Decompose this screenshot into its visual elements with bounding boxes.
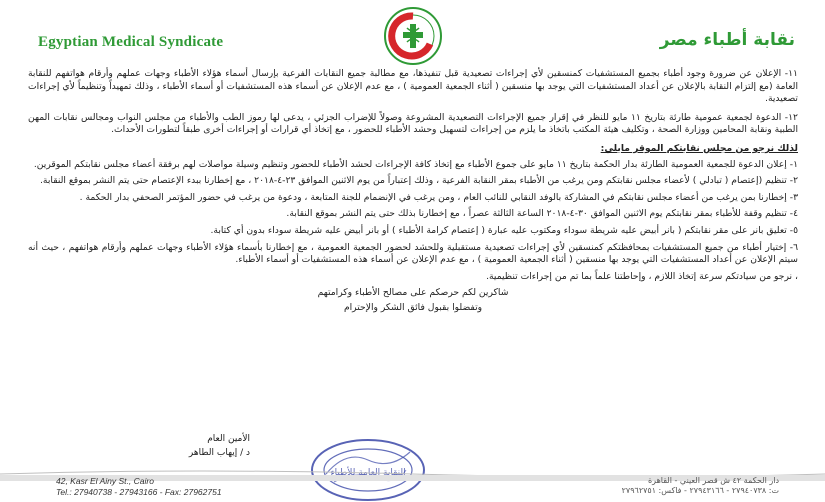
paragraph-11: ١١- الإعلان عن ضرورة وجود أطباء بجميع المستشفيات كمنسقين لأي إجراءات تصعيدية قبل تنفيذها، مع مطالبة جميع النقابات الفرعية بإرسال أسماء هؤلاء الأطباء وجهات عملهم وأرقام هواتفهم للنقابة العامة (مع إلتزام النقابة بالإعلان عن أعداد المستشفيات التي يوجد بها منسقين ( أثناء الجمعية العمومية ) ، مع عدم الإعلان عن أسماء هذه المستشفيات أو أسماء الأطباء ، وذلك تمهيداً وتنظيماً لأي إجراءات تصعيدية. [28,68,798,105]
letter-body [28,68,798,428]
request-item-6: ٦- إختيار أطباء من جميع المستشفيات بمحافظتكم كمنسقين لأي إجراءات تصعيدية مستقبلية وللحشد لحضور الجمعية العمومية ، مع إخطارنا بأسماء هؤلاء الأطباء وجهات عملهم وأرقام هواتفهم ، حيث أنه سيتم الإعلان عن أعداد المستشفيات التي يوجد بها منسقين ( أثناء الجمعية العمومية ) ، مع عدم الإعلان عن أسماء هذه المستشفيات أو أسماء الأطباء. [28,241,798,266]
stamp-text: النقابة العامة للأطباء [330,468,406,478]
signatory-name: د / إيهاب الطاهر [188,448,250,458]
request-item-5: ٥- تعليق بانر على مقر نقابتكم ( بانر أبيض عليه شريطة سوداء ومكتوب عليه عبارة ( إعتصام كرامة الأطباء ) أو بانر أبيض عليه شريطة سوداء بدون أي كتابة. [210,224,798,236]
signatory-title: الأمين العام [207,434,250,444]
footer-contact-arabic [549,476,779,496]
syndicate-logo-icon [383,6,443,66]
request-item-1: ١- إعلان الدعوة للجمعية العمومية الطارئة بدار الحكمة بتاريخ ١١ مايو على جموع الأطباء مع إتخاذ كافة الإجراءات لحشد الأطباء للحضور وتنظيم وسيلة مواصلات لهم برفقة أعضاء مجلس نقابتكم الموقرين. [33,158,798,170]
closing-thanks: شاكرين لكم حرصكم على مصالح الأطباء وكرامتهم [317,287,509,299]
closing-regards: وتفضلوا بقبول فائق الشكر والإحترام [343,301,483,313]
signature-block [140,432,250,460]
footer-phone-arabic: ت: ٢٧٩٤٠٧٣٨ - ٢٧٩٤٣١٦٦ - فاكس: ٢٧٩٦٢٧٥١ [621,486,779,495]
org-name-arabic: نقابة أطباء مصر [659,30,795,50]
footer-address-arabic: دار الحكمة ٤٢ ش قصر العيني - القاهرة [647,476,779,485]
closing-request: ، نرجو من سيادتكم سرعة إتخاذ اللازم ، وإحاطتنا علماً بما تم من إجراءات تنظيمية. [486,270,798,282]
request-item-2: ٢- تنظيم (إعتصام ( تبادلي ) لأعضاء مجلس نقابتكم ومن يرغب من الأطباء بمقر النقابة الفرعية ، وذلك إعتباراً من يوم الاثنين الموافق ٢٣-٤-٢٠١٨ ، مع إخطارنا ببدء الإعتصام حتى يتم النشر بموقع النقابة. [40,175,798,187]
footer-contact-english [56,476,222,497]
org-name-english: Egyptian Medical Syndicate [38,34,224,50]
request-item-3: ٣- إخطارنا بمن يرغب من أعضاء مجلس نقابتكم في المشاركة بالوفد النقابي للنائب العام ، ومن يرغب في الإنضمام للجنة المتابعة ، ودعوة من يرغب في حضور المؤتمر الصحفي بدار الحكمة . [79,191,798,203]
footer-address-english: 42, Kasr El Ainy St., Cairo [56,476,154,486]
request-item-4: ٤- تنظيم وقفة للأطباء بمقر نقابتكم يوم الاثنين الموافق ٣٠-٤-٢٠١٨ الساعة الثالثة عصراً ، مع إخطارنا بذلك حتى يتم النشر بموقع النقابة. [286,208,798,220]
requests-heading: لذلك نرجو من مجلس نقابتكم الموقر مايلي: [600,142,798,154]
letterhead [0,0,825,66]
paragraph-12: ١٢- الدعوة لجمعية عمومية طارئة بتاريخ ١١ مايو للنظر في إقرار جميع الإجراءات التصعيدية المشروعة وصولاً للإضراب الجزئي ، يدعى لها رموز الطب والأطباء من مجلس النواب ومجالس نقابات المهن الطبية ونقابة المحامين ووزارة الصحة ، وتكليف هيئة المكتب باتخاذ ما يلزم من إجراءات لتسهيل وحشد الأطباء للحضور ، مع إتخاذ أي قرارات أو إجراءات أخرى طبقاً لتطورات الأحداث. [28,111,798,136]
footer-phone-english: Tel.: 27940738 - 27943166 - Fax: 27962751 [56,486,222,497]
